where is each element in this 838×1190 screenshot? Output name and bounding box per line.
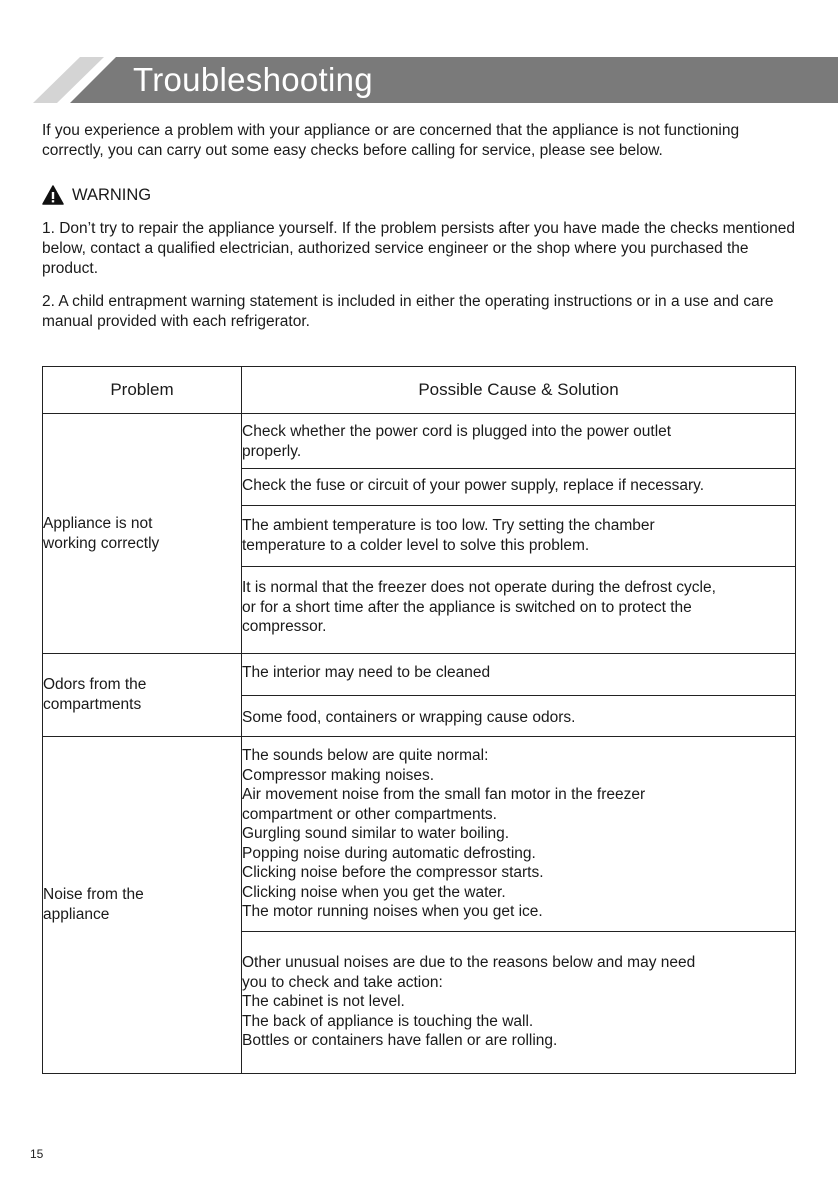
solution-line: It is normal that the freezer does not operate during the defrost cycle, (242, 579, 716, 596)
header-solution: Possible Cause & Solution (242, 367, 796, 414)
troubleshooting-table (42, 366, 796, 1074)
problem-cell (43, 414, 242, 654)
table-header-row (43, 367, 796, 414)
solution-item (242, 737, 795, 931)
warning-note-2: 2. A child entrapment warning statement is included in either the operating instructions or in a use and care manual provided with each refrigerator. (42, 293, 774, 330)
solution-line: properly. (242, 442, 302, 460)
problem-cell (43, 654, 242, 737)
solution-line: Some food, containers or wrapping cause odors. (242, 709, 576, 726)
problem-line: Appliance is not (43, 514, 153, 532)
banner-graphic (0, 57, 838, 103)
solution-line: compartment or other compartments. (242, 805, 497, 823)
solution-item (242, 414, 795, 468)
solution-line: Compressor making noises. (242, 766, 435, 784)
solution-line: compressor. (242, 618, 327, 635)
table-row (43, 737, 796, 1074)
problem-cell (43, 737, 242, 1074)
solution-cell (242, 737, 796, 1074)
solution-line: Gurgling sound similar to water boiling. (242, 825, 510, 842)
solution-item (242, 695, 795, 736)
warning-note-1: 1. Don’t try to repair the appliance yourself. If the problem persists after you have made the checks mentioned below, contact a qualified electrician, authorized service engineer or the shop where you purchased the product. (42, 220, 796, 277)
warning-heading (42, 184, 151, 206)
solution-line: The back of appliance is touching the wall. (242, 1012, 534, 1030)
problem-line: working correctly (43, 534, 160, 552)
header-problem: Problem (43, 367, 242, 414)
solution-line: The sounds below are quite normal: (242, 747, 489, 764)
solution-line: Check the fuse or circuit of your power supply, replace if necessary. (242, 477, 705, 494)
warning-triangle-icon (42, 185, 64, 205)
header-banner (0, 57, 838, 103)
solution-line: Bottles or containers have fallen or are rolling. (242, 1032, 558, 1049)
solution-item (242, 931, 795, 1073)
page-number: 15 (30, 1147, 44, 1161)
problem-line: appliance (43, 906, 110, 923)
problem-line: Noise from the (43, 886, 144, 903)
page-title: Troubleshooting (133, 61, 373, 98)
solution-line: Air movement noise from the small fan motor in the freezer (242, 786, 646, 803)
problem-line: compartments (43, 696, 142, 713)
solution-line: The ambient temperature is too low. Try setting the chamber (242, 517, 655, 534)
warning-label: WARNING (72, 185, 152, 204)
solution-line: The motor running noises when you get ice. (242, 903, 543, 920)
solution-cell (242, 654, 796, 737)
solution-line: Popping noise during automatic defrosting. (242, 844, 536, 862)
solution-line: Clicking noise before the compressor starts. (242, 864, 544, 881)
solution-item (242, 566, 795, 652)
solution-line: The interior may need to be cleaned (242, 664, 491, 681)
solution-line: Check whether the power cord is plugged into the power outlet (242, 423, 672, 440)
solution-line: Other unusual noises are due to the reasons below and may need (242, 954, 696, 971)
solution-line: you to check and take action: (242, 973, 443, 991)
solution-item (242, 654, 795, 695)
solution-item (242, 505, 795, 566)
solution-line: Clicking noise when you get the water. (242, 883, 506, 901)
solution-line: or for a short time after the appliance is switched on to protect the (242, 598, 692, 616)
solution-cell (242, 414, 796, 654)
table-row (43, 414, 796, 654)
problem-line: Odors from the (43, 676, 147, 693)
solution-item (242, 468, 795, 505)
solution-line: The cabinet is not level. (242, 993, 405, 1010)
table-row (43, 654, 796, 737)
solution-line: temperature to a colder level to solve this problem. (242, 536, 590, 554)
intro-text: If you experience a problem with your appliance or are concerned that the appliance is not functioning correctly, you can carry out some easy checks before calling for service, please see below. (42, 122, 740, 159)
